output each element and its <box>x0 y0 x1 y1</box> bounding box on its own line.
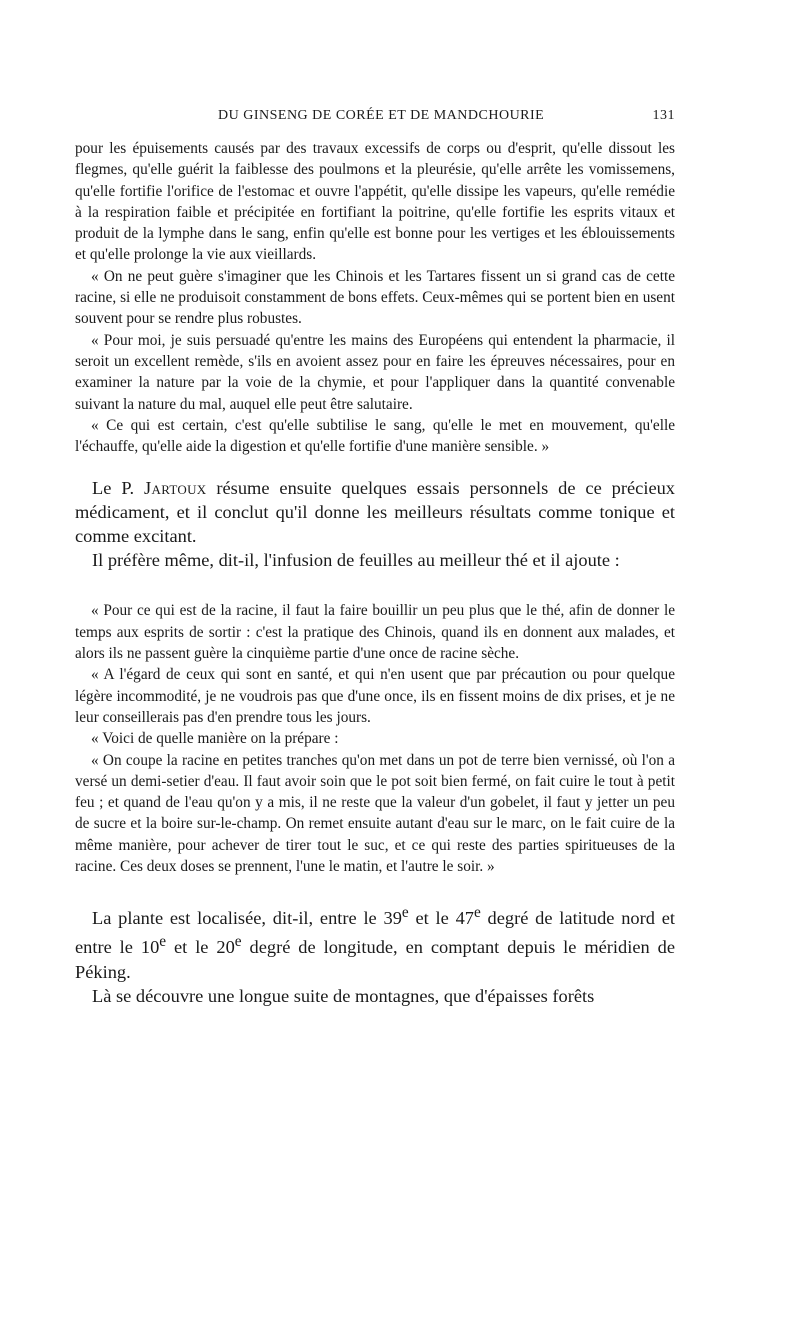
body-paragraph <box>75 901 675 983</box>
quote-paragraph: « A l'égard de ceux qui sont en santé, et qui n'en usent que par précaution ou pour quelque légère incommodité, je ne voudrois pas que d'une once, ils en fissent moins de dix prises, et je ne leur conseillerais pas d'en prendre tous les jours. <box>75 666 675 726</box>
text-run: résume ensuite quelques essais personnels de ce précieux médicament, et il conclut qu'il donne les meilleurs résultats comme tonique et comme excitant. <box>75 478 675 547</box>
text-run: Le P. <box>92 478 145 499</box>
text-run: degré de latitude nord et entre le 10 <box>75 908 675 958</box>
quote-paragraph: « On ne peut guère s'imaginer que les Chinois et les Tartares fissent un si grand cas de cette racine, si elle ne produisoit constamment de bons effets. Ceux-mêmes qui se portent bien en usent souvent pour se rendre plus robustes. <box>75 267 675 328</box>
body-text-block-2 <box>75 901 675 1007</box>
spacer <box>75 572 675 600</box>
author-name: Jartoux <box>144 478 207 499</box>
body-paragraph: Il préfère même, dit-il, l'infusion de feuilles au meilleur thé et il ajoute : <box>92 550 620 571</box>
body-paragraph: Là se découvre une longue suite de montagnes, que d'épaisses forêts <box>92 985 595 1006</box>
quote-paragraph: « On coupe la racine en petites tranches qu'on met dans un pot de terre bien vernissé, où l'on a versé un demi-setier d'eau. Il faut avoir soin que le pot soit bien fermé, on fait cuire le tout à petit feu ; et quand de l'eau qu'on y a mis, il ne reste que la valeur d'un gobelet, il faut y jetter un peu de sucre et la boire sur-le-champ. On remet ensuite autant d'eau sur le marc, on le fait cuire de la même manière, pour achever de tirer tout le suc, et ce qui reste des parties spiritueuses de la racine. Ces deux doses se prennent, l'une le matin, et l'autre le soir. » <box>75 751 675 876</box>
superscript: e <box>473 904 481 922</box>
quote-paragraph: « Pour ce qui est de la racine, il faut la faire bouillir un peu plus que le thé, afin de donner le temps aux esprits de sortir : c'est la pratique des Chinois, quand ils en donnent aux malades, et alors ils ne passent guère la cinquième partie d'une once de racine sèche. <box>75 602 675 663</box>
book-page <box>75 108 675 1008</box>
superscript: e <box>401 904 409 922</box>
superscript: e <box>159 933 167 951</box>
text-run: et le 47 <box>408 908 474 929</box>
text-run: degré de longitude, en comptant depuis le méridien de Péking. <box>75 937 675 982</box>
text-run: La plante est localisée, dit-il, entre le 39 <box>92 908 402 929</box>
page-header <box>75 108 675 130</box>
quote-paragraph: « Ce qui est certain, c'est qu'elle subtilise le sang, qu'elle le met en mouvement, qu'elle l'échauffe, qu'elle aide la digestion et qu'elle fortifie d'une manière sensible. » <box>75 416 675 456</box>
quotation-block-1 <box>75 138 675 457</box>
quote-paragraph: « Pour moi, je suis persuadé qu'entre les mains des Européens qui entendent la pharmacie, il seroit un excellent remède, s'ils en avoient assez pour en faire les épreuves nécessaires, pour en examiner la nature par la voie de la chymie, et pour l'appliquer dans la quantité convenable suivant la nature du mal, auquel elle peut être salutaire. <box>75 331 675 413</box>
superscript: e <box>234 933 242 951</box>
quote-paragraph: pour les épuisements causés par des travaux excessifs de corps ou d'esprit, qu'elle dissout les flegmes, qu'elle guérit la faiblesse des poulmons et la pleurésie, qu'elle arrête les vomissemens, qu'elle fortifie l'orifice de l'estomac et ouvre l'appétit, qu'elle dissipe les vapeurs, qu'elle remédie à la respiration faible et précipitée en fortifiant la poitrine, qu'elle fortifie les esprits vitaux et produit de la lymphe dans le sang, enfin qu'elle est bonne pour les vertiges et les éblouissements et qu'elle prolonge la vie aux vieillards. <box>75 140 675 264</box>
text-run: et le 20 <box>166 937 235 958</box>
spacer <box>75 457 675 476</box>
quotation-block-2 <box>75 600 675 877</box>
body-text-block-1 <box>75 476 675 572</box>
body-paragraph <box>75 476 675 548</box>
running-title: DU GINSENG DE CORÉE ET DE MANDCHOURIE <box>218 108 545 123</box>
spacer <box>75 877 675 901</box>
quote-paragraph: « Voici de quelle manière on la prépare : <box>91 730 339 748</box>
page-number: 131 <box>652 108 675 123</box>
